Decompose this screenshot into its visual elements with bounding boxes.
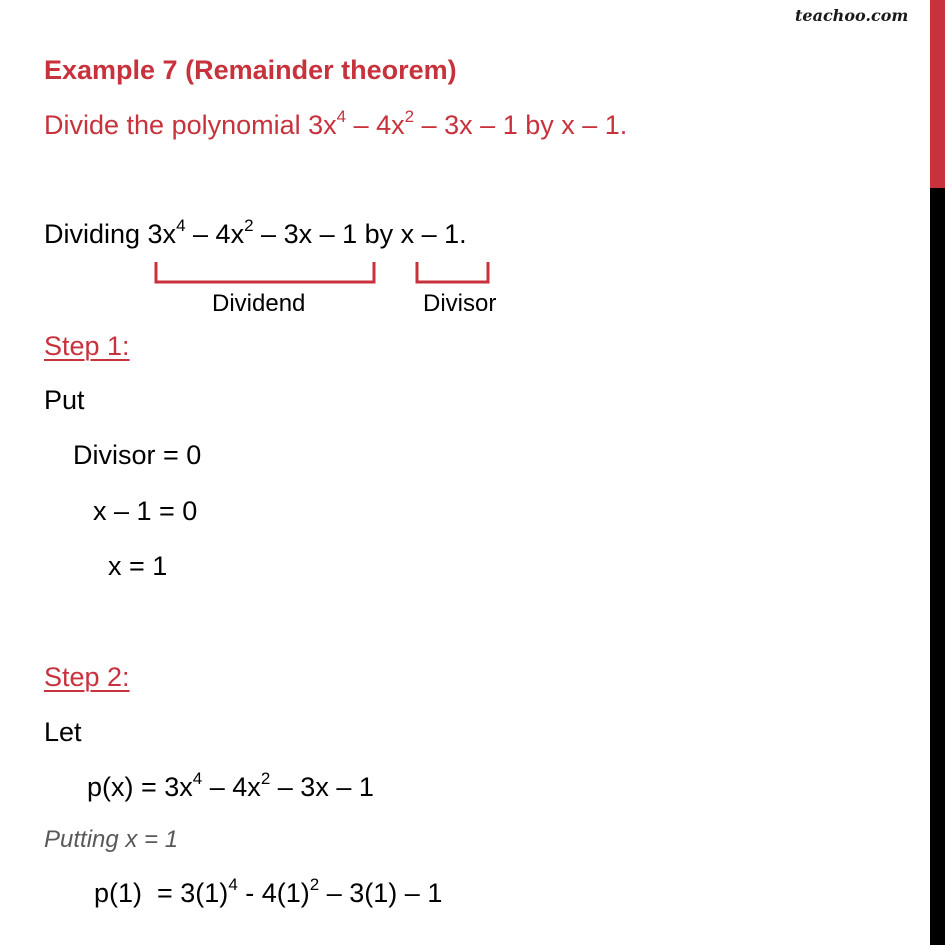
px-equation (87, 771, 374, 803)
divisor-bracket (417, 262, 488, 282)
example-title: Example 7 (Remainder theorem) (44, 55, 457, 85)
divisor-label: Divisor (423, 290, 497, 317)
p1-exp1: 4 (228, 875, 238, 894)
p1-suffix: – 3(1) – 1 (319, 878, 443, 908)
dividing-suffix: – 3x – 1 by x – 1. (253, 219, 467, 249)
question-exp1: 4 (336, 107, 347, 126)
px-mid1: – 4x (202, 772, 261, 802)
p1-mid1: - 4(1) (237, 878, 310, 908)
step1-put: Put (44, 385, 85, 415)
question-suffix: – 3x – 1 by x – 1. (414, 110, 628, 140)
dividing-exp2: 2 (244, 216, 254, 235)
dividend-label: Dividend (212, 290, 306, 317)
dividing-exp1: 4 (176, 216, 186, 235)
p1-exp2: 2 (309, 875, 320, 894)
dividing-prefix: Dividing 3x (44, 219, 177, 249)
dividend-bracket (156, 262, 374, 282)
step1-equation: x – 1 = 0 (93, 496, 198, 526)
brand-logo: teachoo.com (795, 6, 909, 25)
putting-note: Putting x = 1 (44, 826, 179, 853)
question-mid1: – 4x (346, 110, 405, 140)
step1-divisor-zero: Divisor = 0 (73, 440, 202, 470)
step1-result: x = 1 (108, 551, 168, 581)
step2-let: Let (44, 717, 82, 747)
question-prefix: Divide the polynomial 3x (44, 110, 337, 140)
dividing-mid1: – 4x (185, 219, 245, 249)
question-exp2: 2 (404, 107, 415, 126)
step1-heading: Step 1: (44, 331, 130, 361)
px-suffix: – 3x – 1 (270, 772, 374, 802)
px-prefix: p(x) = 3x (87, 772, 193, 802)
p1-prefix: p(1) = 3(1) (94, 878, 229, 908)
step2-heading: Step 2: (44, 662, 130, 692)
p1-equation (94, 877, 442, 909)
px-exp1: 4 (192, 769, 203, 788)
px-exp2: 2 (260, 769, 271, 788)
